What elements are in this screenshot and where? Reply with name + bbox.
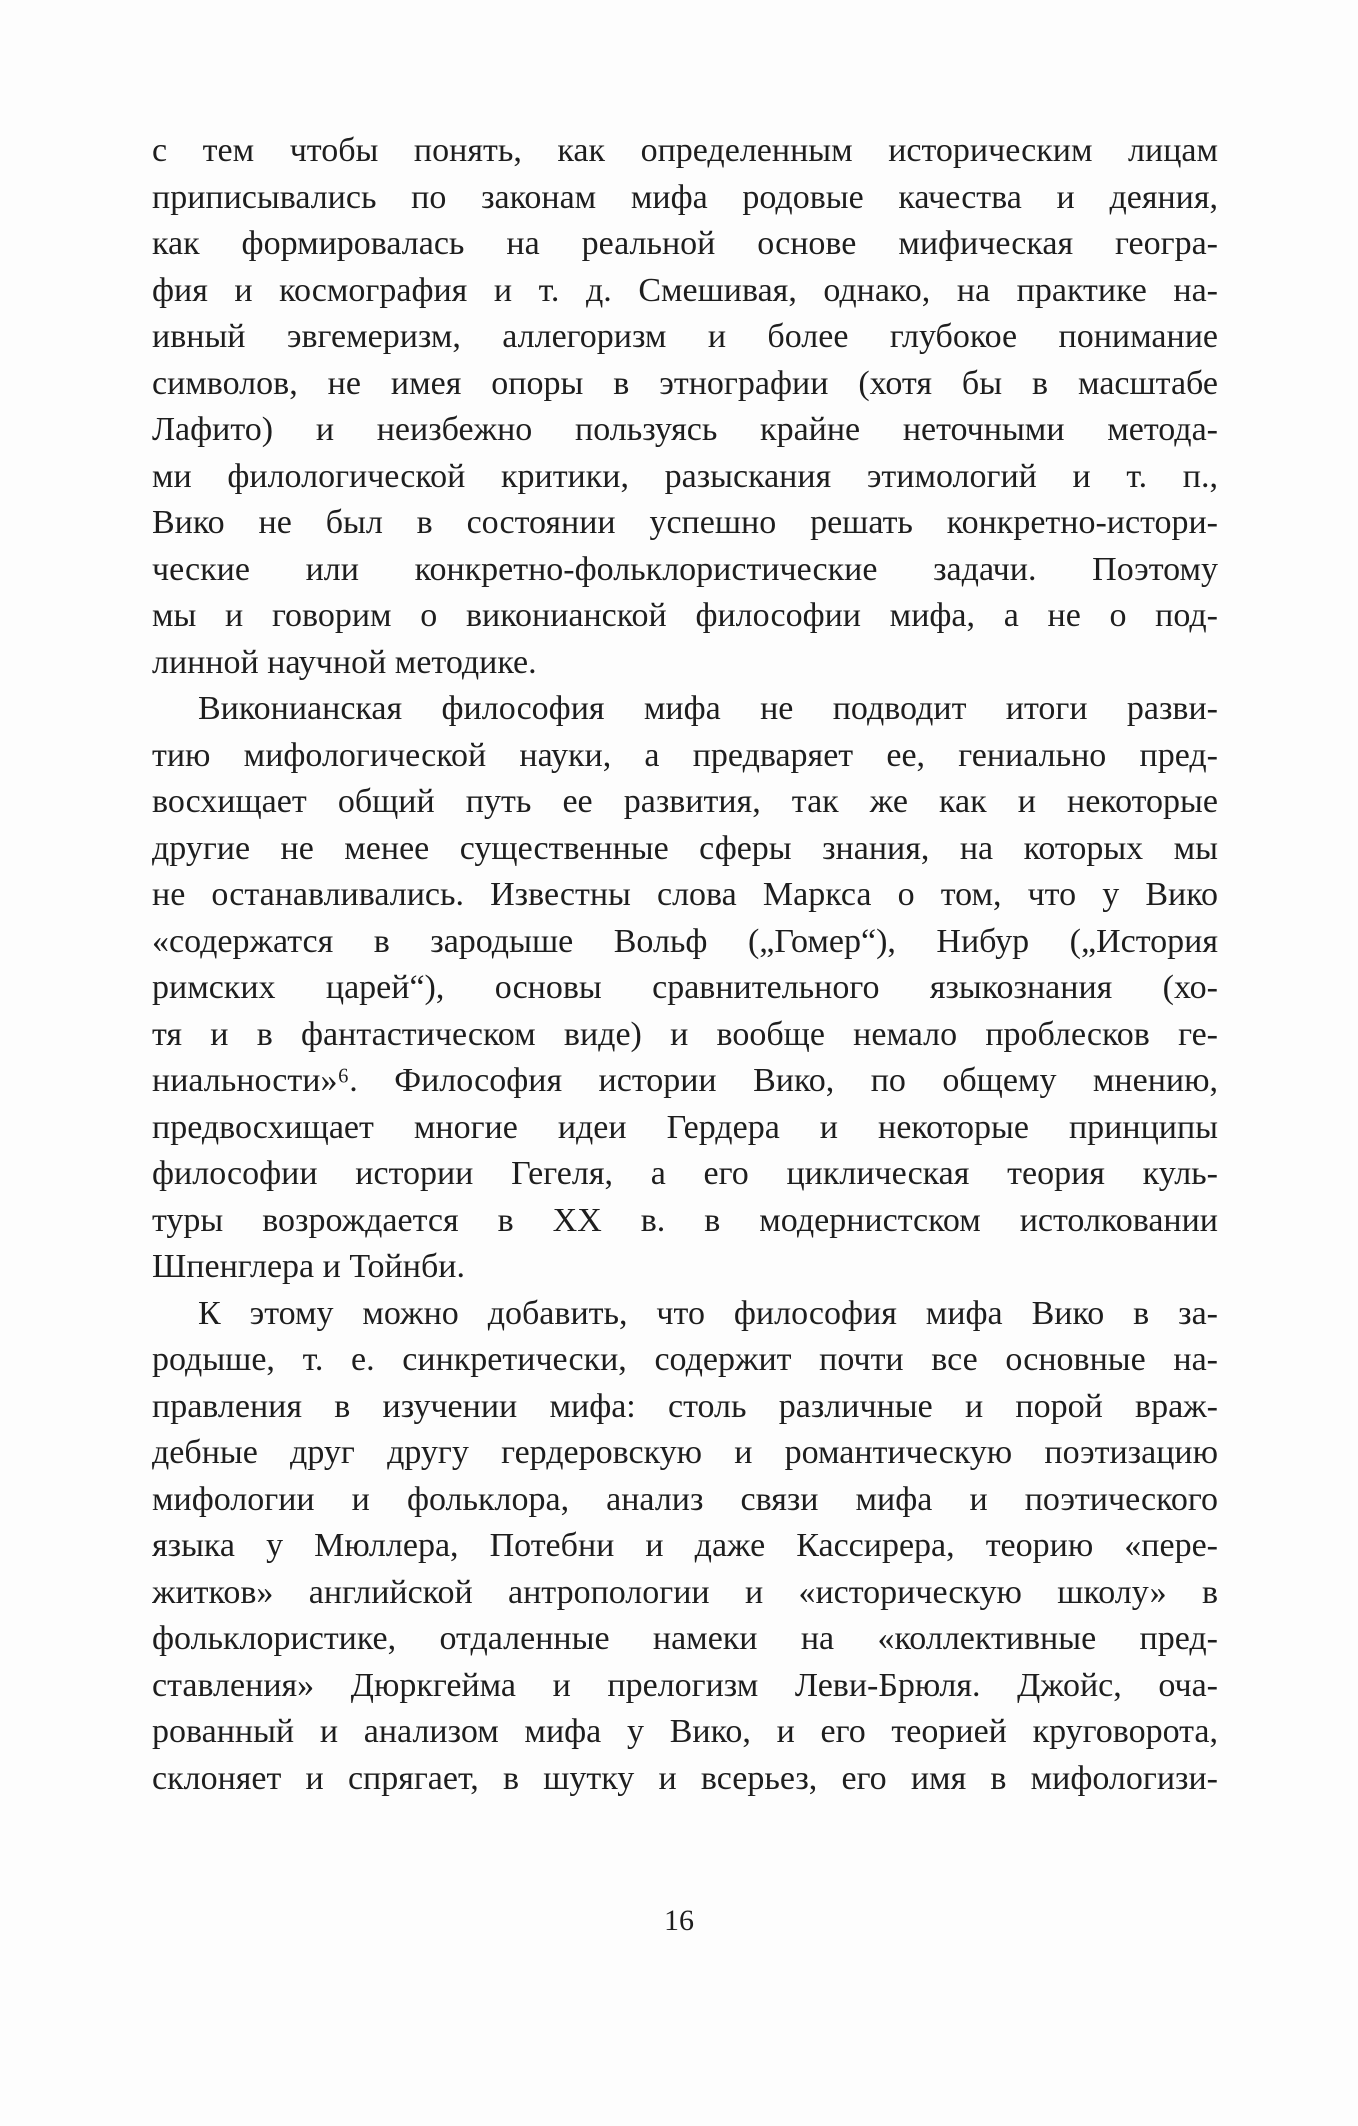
text-line: философии истории Гегеля, а его циклическая теория куль- — [152, 1155, 1218, 1192]
text-line: туры возрождается в XX в. в модернистском истолковании — [152, 1201, 1218, 1239]
text-line: «содержатся в зародыше Вольф („Гомер“), Нибур („История — [152, 922, 1218, 960]
page-number: 16 — [664, 1904, 694, 1937]
text-line: Лафито) и неизбежно пользуясь крайне неточными метода- — [152, 411, 1218, 448]
text-line: фия и космография и т. д. Смешивая, однако, на практике на- — [152, 271, 1218, 309]
text-line: языка у Мюллера, Потебни и даже Кассирера, теорию «пере- — [152, 1527, 1218, 1564]
text-line: ми филологической критики, разыскания этимологий и т. п., — [152, 457, 1218, 495]
text-line: ивный эвгемеризм, аллегоризм и более глубокое понимание — [152, 318, 1218, 355]
body-text — [152, 128, 1218, 1802]
text-line: не останавливались. Известны слова Маркса о том, что у Вико — [152, 876, 1218, 913]
text-line: Вико не был в состоянии успешно решать конкретно-истори- — [152, 504, 1218, 541]
text-line: предвосхищает многие идеи Гердера и некоторые принципы — [152, 1108, 1218, 1146]
text-line: рованный и анализом мифа у Вико, и его теорией круговорота, — [152, 1713, 1218, 1750]
text-line: К этому можно добавить, что философия мифа Вико в за- — [198, 1294, 1218, 1332]
text-line: приписывались по законам мифа родовые качества и деяния, — [152, 178, 1218, 216]
text-line: мифологии и фольклора, анализ связи мифа и поэтического — [152, 1480, 1218, 1518]
text-line: другие не менее существенные сферы знания, на которых мы — [152, 829, 1218, 867]
text-line: линной научной методике. — [152, 643, 537, 681]
text-line: тию мифологической науки, а предваряет ее, гениально пред- — [152, 736, 1218, 774]
text-line: ниальности»⁶. Философия истории Вико, по общему мнению, — [152, 1062, 1218, 1099]
text-line: ставления» Дюркгейма и прелогизм Леви-Брюля. Джойс, оча- — [152, 1666, 1218, 1704]
text-line: символов, не имея опоры в этнографии (хотя бы в масштабе — [152, 364, 1218, 402]
text-line: житков» английской антропологии и «историческую школу» в — [152, 1573, 1218, 1611]
text-line: с тем чтобы понять, как определенным историческим лицам — [152, 132, 1218, 169]
text-line: родыше, т. е. синкретически, содержит почти все основные на- — [152, 1341, 1218, 1378]
text-line: мы и говорим о виконианской философии мифа, а не о под- — [152, 597, 1218, 634]
text-line: фольклористике, отдаленные намеки на «коллективные пред- — [152, 1620, 1218, 1657]
text-line: восхищает общий путь ее развития, так же как и некоторые — [152, 783, 1218, 820]
text-line: тя и в фантастическом виде) и вообще немало проблесков ге- — [152, 1015, 1218, 1053]
text-line: как формировалась на реальной основе мифическая геогра- — [152, 225, 1218, 262]
text-line: правления в изучении мифа: столь различные и порой враж- — [152, 1387, 1218, 1425]
text-line: Шпенглера и Тойнби. — [152, 1248, 465, 1285]
text-line: ческие или конкретно-фольклористические задачи. Поэтому — [152, 550, 1218, 588]
text-line: римских царей“), основы сравнительного языкознания (хо- — [152, 969, 1218, 1006]
text-line: Виконианская философия мифа не подводит итоги разви- — [198, 690, 1218, 727]
text-line: склоняет и спрягает, в шутку и всерьез, его имя в мифологизи- — [152, 1759, 1218, 1797]
text-line: дебные друг другу гердеровскую и романтическую поэтизацию — [152, 1434, 1218, 1471]
